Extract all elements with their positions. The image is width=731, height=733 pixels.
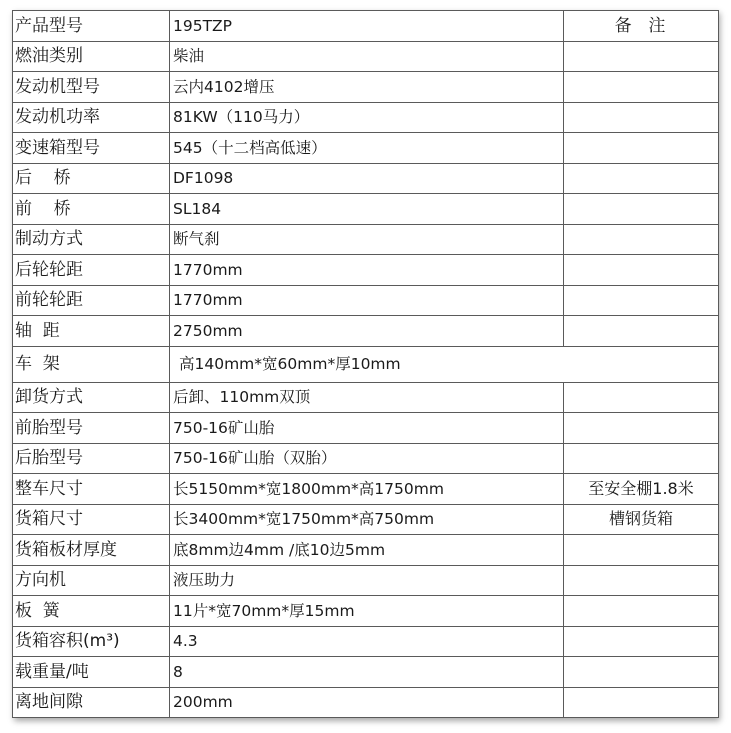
row-label: 货箱尺寸 bbox=[13, 504, 170, 535]
row-label: 制动方式 bbox=[13, 224, 170, 255]
spec-sheet bbox=[12, 10, 718, 718]
row-value: 长5150mm*宽1800mm*高1750mm bbox=[170, 474, 564, 505]
row-note: 至安全棚1.8米 bbox=[564, 474, 719, 505]
table-row bbox=[13, 504, 719, 535]
row-value: 长3400mm*宽1750mm*高750mm bbox=[170, 504, 564, 535]
row-label: 车 架 bbox=[13, 346, 170, 382]
row-label: 整车尺寸 bbox=[13, 474, 170, 505]
row-label: 产品型号 bbox=[13, 11, 170, 42]
row-value: 750-16矿山胎（双胎） bbox=[170, 443, 564, 474]
row-note bbox=[564, 687, 719, 718]
row-note bbox=[564, 224, 719, 255]
row-note bbox=[564, 382, 719, 413]
row-value: DF1098 bbox=[170, 163, 564, 194]
row-label: 发动机功率 bbox=[13, 102, 170, 133]
row-label: 卸货方式 bbox=[13, 382, 170, 413]
row-label: 变速箱型号 bbox=[13, 133, 170, 164]
row-value: 4.3 bbox=[170, 626, 564, 657]
row-value: 200mm bbox=[170, 687, 564, 718]
row-value: 545（十二档高低速） bbox=[170, 133, 564, 164]
table-row bbox=[13, 596, 719, 627]
row-note bbox=[564, 316, 719, 347]
table-row bbox=[13, 72, 719, 103]
row-value-merged: 高140mm*宽60mm*厚10mm bbox=[170, 346, 719, 382]
table-row bbox=[13, 443, 719, 474]
row-label: 货箱容积(m³) bbox=[13, 626, 170, 657]
row-note bbox=[564, 72, 719, 103]
table-row bbox=[13, 316, 719, 347]
table-row bbox=[13, 687, 719, 718]
table-row bbox=[13, 102, 719, 133]
row-label: 载重量/吨 bbox=[13, 657, 170, 688]
row-value: 断气刹 bbox=[170, 224, 564, 255]
row-note bbox=[564, 565, 719, 596]
row-value: 液压助力 bbox=[170, 565, 564, 596]
row-label: 前轮轮距 bbox=[13, 285, 170, 316]
row-value: SL184 bbox=[170, 194, 564, 225]
row-note bbox=[564, 657, 719, 688]
row-value: 后卸、110mm双顶 bbox=[170, 382, 564, 413]
row-note bbox=[564, 102, 719, 133]
table-row bbox=[13, 133, 719, 164]
note-column-header: 备 注 bbox=[564, 11, 719, 42]
row-note bbox=[564, 255, 719, 286]
row-label: 发动机型号 bbox=[13, 72, 170, 103]
row-label: 离地间隙 bbox=[13, 687, 170, 718]
table-row bbox=[13, 626, 719, 657]
table-row-frame bbox=[13, 346, 719, 382]
row-value: 柴油 bbox=[170, 41, 564, 72]
row-label: 燃油类别 bbox=[13, 41, 170, 72]
row-value: 1770mm bbox=[170, 255, 564, 286]
table-row bbox=[13, 474, 719, 505]
table-row bbox=[13, 413, 719, 444]
table-row-header bbox=[13, 11, 719, 42]
row-label: 后轮轮距 bbox=[13, 255, 170, 286]
row-value: 11片*宽70mm*厚15mm bbox=[170, 596, 564, 627]
table-row bbox=[13, 194, 719, 225]
row-label: 货箱板材厚度 bbox=[13, 535, 170, 566]
table-row bbox=[13, 535, 719, 566]
row-value: 云内4102增压 bbox=[170, 72, 564, 103]
row-note bbox=[564, 194, 719, 225]
row-note: 槽钢货箱 bbox=[564, 504, 719, 535]
row-label: 方向机 bbox=[13, 565, 170, 596]
row-note bbox=[564, 596, 719, 627]
row-note bbox=[564, 285, 719, 316]
row-note bbox=[564, 535, 719, 566]
row-label: 前胎型号 bbox=[13, 413, 170, 444]
row-value: 底8mm边4mm /底10边5mm bbox=[170, 535, 564, 566]
row-note bbox=[564, 41, 719, 72]
row-note bbox=[564, 163, 719, 194]
row-value: 81KW（110马力） bbox=[170, 102, 564, 133]
table-row bbox=[13, 382, 719, 413]
row-note bbox=[564, 443, 719, 474]
table-row bbox=[13, 41, 719, 72]
spec-table bbox=[12, 10, 719, 718]
row-note bbox=[564, 413, 719, 444]
table-row bbox=[13, 163, 719, 194]
row-note bbox=[564, 626, 719, 657]
table-row bbox=[13, 657, 719, 688]
row-label: 前 桥 bbox=[13, 194, 170, 225]
table-row bbox=[13, 255, 719, 286]
row-label: 后胎型号 bbox=[13, 443, 170, 474]
row-value: 2750mm bbox=[170, 316, 564, 347]
row-note bbox=[564, 133, 719, 164]
row-label: 轴 距 bbox=[13, 316, 170, 347]
row-value: 195TZP bbox=[170, 11, 564, 42]
table-row bbox=[13, 224, 719, 255]
table-row bbox=[13, 565, 719, 596]
table-row bbox=[13, 285, 719, 316]
row-value: 8 bbox=[170, 657, 564, 688]
row-value: 750-16矿山胎 bbox=[170, 413, 564, 444]
row-value: 1770mm bbox=[170, 285, 564, 316]
row-label: 板 簧 bbox=[13, 596, 170, 627]
row-label: 后 桥 bbox=[13, 163, 170, 194]
